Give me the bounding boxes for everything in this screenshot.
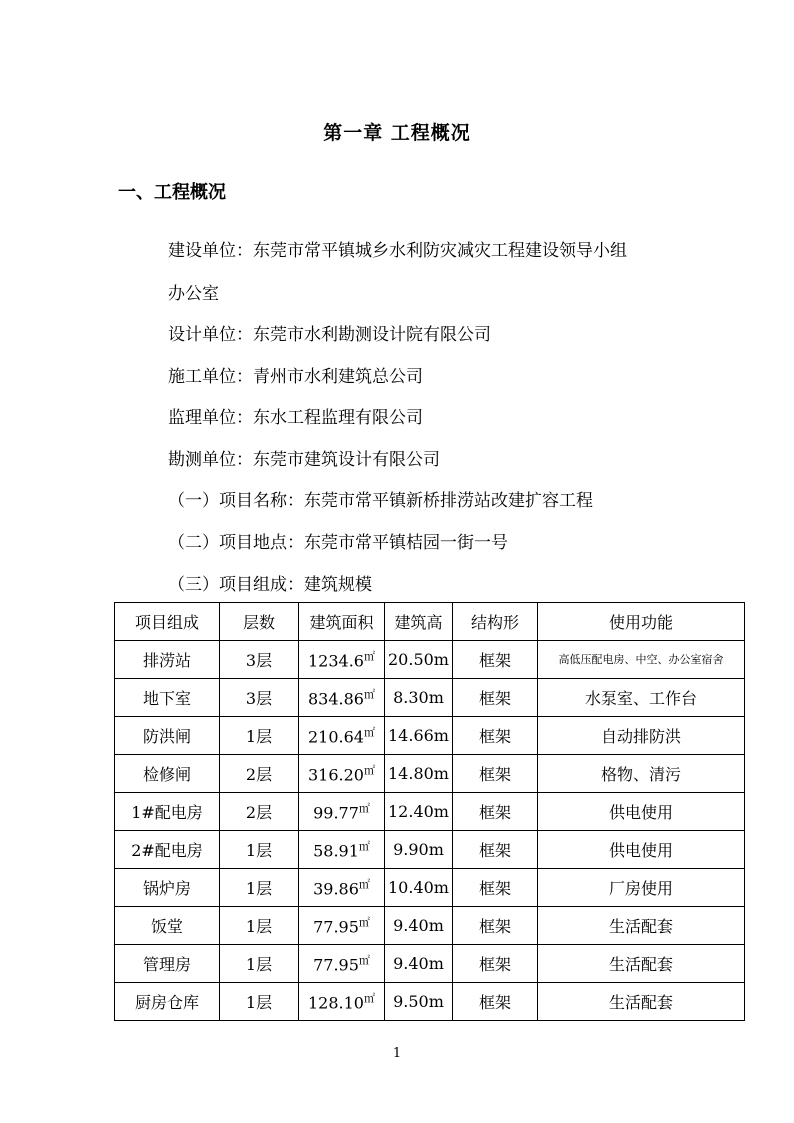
function-cell: 自动排防洪 xyxy=(538,717,745,755)
table-body xyxy=(115,641,745,1021)
structure-cell: 框架 xyxy=(453,983,538,1021)
area-value: 834.86 xyxy=(308,689,364,709)
supervision-unit-value: 东水工程监理有限公司 xyxy=(253,408,423,428)
table-row xyxy=(115,793,745,831)
project-composition-value: 建筑规模 xyxy=(304,575,372,595)
component-cell: 防洪闸 xyxy=(115,717,220,755)
area-cell xyxy=(299,869,385,907)
floors-cell: 1层 xyxy=(220,869,299,907)
function-cell: 供电使用 xyxy=(538,831,745,869)
project-name-label: （一）项目名称： xyxy=(168,491,304,511)
floors-cell: 1层 xyxy=(220,983,299,1021)
table-row xyxy=(115,869,745,907)
area-value: 77.95 xyxy=(313,917,359,937)
area-value: 99.77 xyxy=(313,803,359,823)
function-cell: 高低压配电房、中空、办公室宿舍 xyxy=(538,641,745,679)
project-location-line xyxy=(168,528,508,553)
design-unit-value: 东莞市水利勘测设计院有限公司 xyxy=(253,325,491,345)
construction-unit-line-cont xyxy=(168,279,219,304)
survey-unit-value: 东莞市建筑设计有限公司 xyxy=(253,450,440,470)
area-value: 58.91 xyxy=(313,841,359,861)
floors-cell: 2层 xyxy=(220,755,299,793)
height-cell: 12.40m xyxy=(385,793,453,831)
area-unit: ㎡ xyxy=(363,650,375,664)
structure-cell: 框架 xyxy=(453,641,538,679)
height-cell: 9.40m xyxy=(385,945,453,983)
area-unit: ㎡ xyxy=(358,802,370,816)
construction-unit-value-cont: 办公室 xyxy=(168,284,219,304)
area-unit: ㎡ xyxy=(358,916,370,930)
area-unit: ㎡ xyxy=(363,688,375,702)
function-cell: 厂房使用 xyxy=(538,869,745,907)
supervision-unit-label: 监理单位： xyxy=(168,408,253,428)
area-cell xyxy=(299,945,385,983)
height-cell: 9.50m xyxy=(385,983,453,1021)
component-cell: 厨房仓库 xyxy=(115,983,220,1021)
area-cell xyxy=(299,641,385,679)
component-cell: 排涝站 xyxy=(115,641,220,679)
area-unit: ㎡ xyxy=(358,878,370,892)
area-cell xyxy=(299,983,385,1021)
project-composition-label: （三）项目组成： xyxy=(168,575,304,595)
builder-unit-value: 青州市水利建筑总公司 xyxy=(253,367,423,387)
table-row xyxy=(115,641,745,679)
area-value: 39.86 xyxy=(313,879,359,899)
area-value: 128.10 xyxy=(308,993,364,1013)
function-cell: 水泵室、工作台 xyxy=(538,679,745,717)
component-cell: 锅炉房 xyxy=(115,869,220,907)
area-value: 77.95 xyxy=(313,955,359,975)
function-cell: 供电使用 xyxy=(538,793,745,831)
structure-cell: 框架 xyxy=(453,717,538,755)
floors-cell: 1层 xyxy=(220,717,299,755)
header-cell: 使用功能 xyxy=(538,603,745,641)
function-cell: 生活配套 xyxy=(538,907,745,945)
height-cell: 10.40m xyxy=(385,869,453,907)
project-location-value: 东莞市常平镇桔园一街一号 xyxy=(304,533,508,553)
area-unit: ㎡ xyxy=(358,954,370,968)
header-cell: 结构形 xyxy=(453,603,538,641)
area-cell xyxy=(299,755,385,793)
table-row xyxy=(115,983,745,1021)
builder-unit-line xyxy=(168,362,423,387)
area-unit: ㎡ xyxy=(363,726,375,740)
function-cell: 格物、清污 xyxy=(538,755,745,793)
height-cell: 14.66m xyxy=(385,717,453,755)
component-cell: 1#配电房 xyxy=(115,793,220,831)
survey-unit-line xyxy=(168,445,440,470)
area-value: 1234.6 xyxy=(308,651,364,671)
header-cell: 建筑高 xyxy=(385,603,453,641)
table-row xyxy=(115,755,745,793)
construction-unit-label: 建设单位： xyxy=(168,241,253,261)
component-cell: 管理房 xyxy=(115,945,220,983)
area-cell xyxy=(299,679,385,717)
area-cell xyxy=(299,793,385,831)
component-cell: 2#配电房 xyxy=(115,831,220,869)
function-cell: 生活配套 xyxy=(538,983,745,1021)
area-cell xyxy=(299,907,385,945)
floors-cell: 3层 xyxy=(220,641,299,679)
structure-cell: 框架 xyxy=(453,793,538,831)
section-heading: 一、工程概况 xyxy=(118,182,226,203)
structure-cell: 框架 xyxy=(453,831,538,869)
project-name-value: 东莞市常平镇新桥排涝站改建扩容工程 xyxy=(304,491,593,511)
structure-cell: 框架 xyxy=(453,945,538,983)
table-row xyxy=(115,945,745,983)
height-cell: 14.80m xyxy=(385,755,453,793)
page-number: 1 xyxy=(392,1046,402,1061)
floors-cell: 1层 xyxy=(220,945,299,983)
chapter-title: 第一章 工程概况 xyxy=(323,122,471,144)
area-cell xyxy=(299,831,385,869)
construction-unit-value: 东莞市常平镇城乡水利防灾减灾工程建设领导小组 xyxy=(253,241,627,261)
design-unit-label: 设计单位： xyxy=(168,325,253,345)
component-cell: 饭堂 xyxy=(115,907,220,945)
area-unit: ㎡ xyxy=(363,764,375,778)
area-value: 316.20 xyxy=(308,765,364,785)
height-cell: 9.90m xyxy=(385,831,453,869)
height-cell: 9.40m xyxy=(385,907,453,945)
area-cell xyxy=(299,717,385,755)
table-row xyxy=(115,679,745,717)
project-composition-table xyxy=(114,602,745,1021)
project-location-label: （二）项目地点： xyxy=(168,533,304,553)
structure-cell: 框架 xyxy=(453,907,538,945)
survey-unit-label: 勘测单位： xyxy=(168,450,253,470)
floors-cell: 2层 xyxy=(220,793,299,831)
height-cell: 20.50m xyxy=(385,641,453,679)
header-cell: 项目组成 xyxy=(115,603,220,641)
table-row xyxy=(115,831,745,869)
table-row xyxy=(115,907,745,945)
component-cell: 地下室 xyxy=(115,679,220,717)
header-cell: 层数 xyxy=(220,603,299,641)
builder-unit-label: 施工单位： xyxy=(168,367,253,387)
design-unit-line xyxy=(168,320,491,345)
function-cell: 生活配套 xyxy=(538,945,745,983)
structure-cell: 框架 xyxy=(453,755,538,793)
table-row xyxy=(115,717,745,755)
floors-cell: 3层 xyxy=(220,679,299,717)
header-cell: 建筑面积 xyxy=(299,603,385,641)
component-cell: 检修闸 xyxy=(115,755,220,793)
structure-cell: 框架 xyxy=(453,869,538,907)
floors-cell: 1层 xyxy=(220,831,299,869)
area-value: 210.64 xyxy=(308,727,364,747)
table-header-row xyxy=(115,603,745,641)
floors-cell: 1层 xyxy=(220,907,299,945)
project-name-line xyxy=(168,486,593,511)
structure-cell: 框架 xyxy=(453,679,538,717)
area-unit: ㎡ xyxy=(363,992,375,1006)
height-cell: 8.30m xyxy=(385,679,453,717)
construction-unit-line xyxy=(168,236,627,261)
supervision-unit-line xyxy=(168,403,423,428)
project-composition-line xyxy=(168,570,372,595)
area-unit: ㎡ xyxy=(358,840,370,854)
